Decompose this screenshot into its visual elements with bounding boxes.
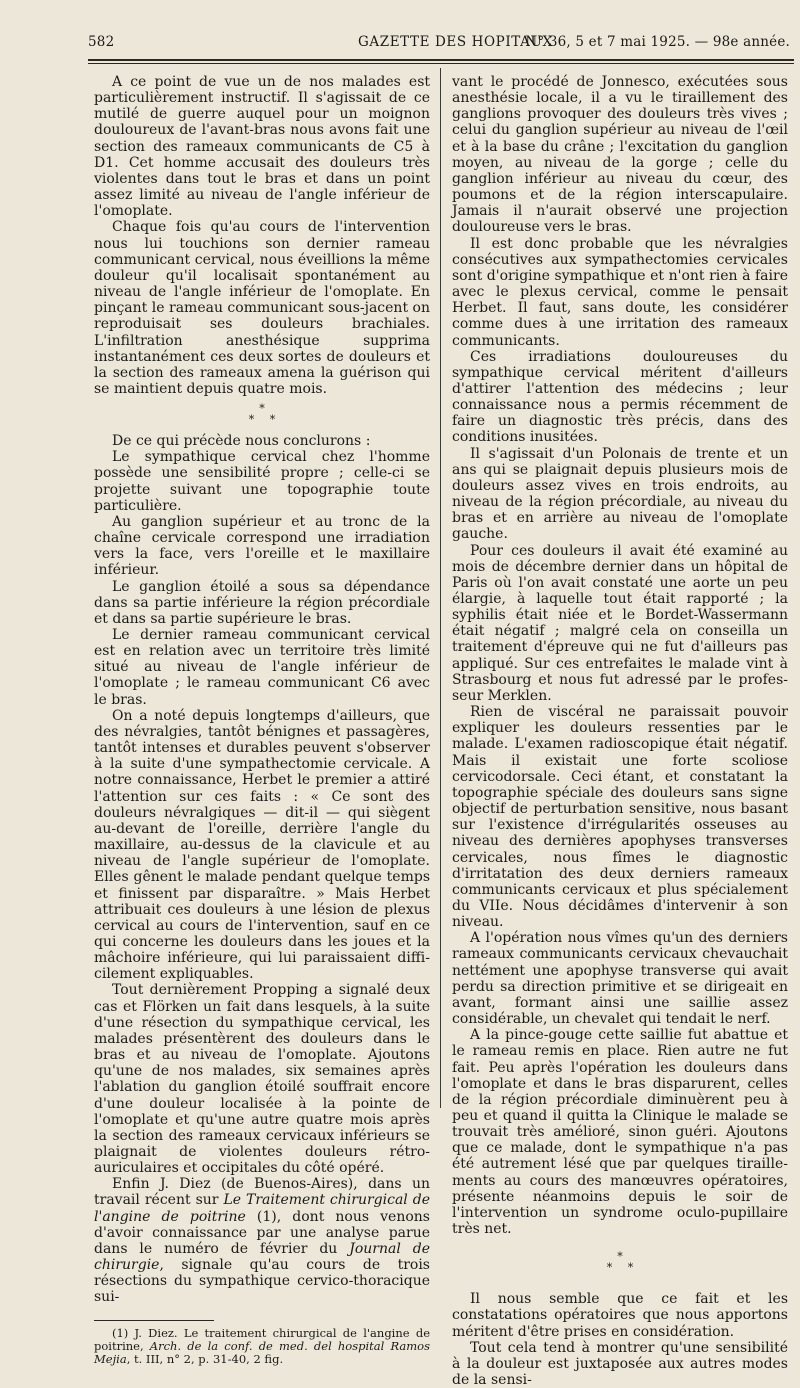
cited-journal: Journal de chirurgie <box>94 1240 431 1274</box>
paragraph: Il est donc probable que les névralgies consécutives aux sympathectomies cervicales sont d'origine sympathique et n'ont rien à faire avec le plexus cervical, comme le pensait Herbet. Il faut, sans doute, les considérer comme dues à une irritation des rameaux communicants. <box>452 235 788 349</box>
header-rule-top <box>88 59 794 61</box>
cited-title: Le Traitement chirurgical de l'angine de poitrine <box>94 1192 430 1225</box>
paragraph: Tout dernièrement Propping a signalé deux cas et Flörken un fait dans lesquels, à la suite d'une résection du sympathique cervical, les malades présentèrent des douleurs dans le bras et au niveau de l'omoplate. Ajoutons qu'une de nos malades, six semaines après l'ablation du ganglion étoilé souffrait encore d'une douleur localisée à la pointe de l'omoplate et qu'une autre quatre mois après la section des rameaux cervicaux inférieurs se plaignait de violentes douleurs rétro-auriculaires et occipitales du côté opéré. <box>94 982 430 1177</box>
section-separator <box>94 403 430 425</box>
header-rule-bottom <box>88 63 794 64</box>
paragraph: Chaque fois qu'au cours de l'intervention nous lui touchions son dernier rameau communicant cervical, nous éveillions la même douleur qu'il localisait spontanément au niveau de l'angle inférieur de l'omoplate. En pinçant le rameau communicant sous-jacent on reproduisait ses douleurs brachiales. L'infiltration anesthésique supprima instantanément ces deux sortes de douleurs et la section des rameaux amena la guérison qui se maintient depuis quatre mois. <box>94 219 430 397</box>
paragraph: A la pince-gouge cette saillie fut abattue et le rameau remis en place. Rien autre ne fut fait. Peu après l'opération les douleurs dans l'omoplate et dans le bras disparurent, celles de la région précordiale diminuèrent peu à peu et quand il quitta la Clinique le malade se trouvait très amélioré, sinon guéri. Ajoutons que ce malade, dont le sympathique n'a pas été autrement lésé que par quelques tiraillements au cours des manœuvres opératoires, présente néanmoins depuis le soir de l'intervention un syndrome oculo-pupillaire très net. <box>452 1027 788 1238</box>
page-number: 582 <box>88 34 115 50</box>
separator-star: * <box>259 402 265 416</box>
section-separator <box>452 1251 788 1273</box>
issue-info: N° 36, 5 et 7 mai 1925. — 98e année. <box>525 34 790 50</box>
column-divider <box>440 68 441 1108</box>
separator-stars: * * <box>248 413 282 427</box>
paragraph: A l'opération nous vîmes qu'un des derniers rameaux communicants cervicaux chevauchait nettément une apophyse transverse qui avait perdu sa direction primitive et se dirigeait en avant, formant ainsi une saillie assez considérable, un chevalet qui tendait le nerf. <box>452 930 788 1028</box>
separator-star: * <box>617 1250 623 1264</box>
paragraph: vant le procédé de Jonnesco, exécutées sous anesthésie locale, il a vu le tiraillement des ganglions provoquer des douleurs très vives ; celui du ganglion supérieur au niveau de l'œil et à la base du crâne ; l'excitation du ganglion moyen, au niveau de la gorge ; celle du ganglion inférieur au niveau du cœur, des poumons et de la région interscapulaire. Jamais il n'aurait observé une projection douloureuse vers le bras. <box>452 74 788 236</box>
right-column <box>452 74 788 1388</box>
paragraph: Pour ces douleurs il avait été examiné au mois de décembre dernier dans un hôpital de Paris où l'on avait constaté une aorte un peu élargie, à laquelle tout était rapporté ; la syphilis était niée et le Bordet-Wassermann était négatif ; malgré cela on conseilla un traitement d'épreuve qui ne fut d'ailleurs pas appliqué. Sur ces entrefaites le malade vint à Strasbourg et nous fut adressé par le professeur Merklen. <box>452 542 788 704</box>
left-column <box>94 74 430 1366</box>
page-header <box>88 34 794 58</box>
text-run: Enfin J. Diez (de Buenos-Aires), dans un travail récent sur <box>94 1176 430 1209</box>
paragraph: Au ganglion supérieur et au tronc de la chaîne cervicale correspond une irradiation vers la face, vers l'oreille et le maxillaire inférieur. <box>94 513 430 579</box>
text-run: (1) J. Diez. Le traitement chirurgical de l'angine de poitrine, <box>94 1325 430 1353</box>
paragraph: Rien de viscéral ne paraissait pouvoir expliquer les douleurs ressenties par le malade. L'examen radioscopique était négatif. Mais il existait une forte scoliose cervicodorsale. Ceci étant, et constatant la topographie spéciale des douleurs sans signe objectif de perturbation sensitive, nous basant sur l'existence d'irrégularités osseuses au niveau des dernières apophyses transverses cervicales, nous fîmes le diagnostic d'irritatation des deux derniers rameaux communicants cervicaux et plus spécialement du VIIe. Nous décidâmes d'intervenir à son niveau. <box>452 704 788 931</box>
paragraph: Le sympathique cervical chez l'homme possède une sensibilité propre ; celle-ci se projette suivant une topographie toute particulière. <box>94 449 430 514</box>
paragraph: A ce point de vue un de nos malades est particulièrement instructif. Il s'agissait de ce mutilé de guerre auquel pour un moignon douloureux de l'avant-bras nous avons fait une section des rameaux communicants de C5 à D1. Cet homme accusait des douleurs très violentes dans tout le bras et dans un point assez limité au niveau de l'angle inférieur de l'omoplate. <box>94 74 430 220</box>
text-run: , t. III, n° 2, p. 31-40, 2 fig. <box>126 1351 284 1366</box>
separator-stars: * * <box>606 1261 640 1275</box>
journal-title: GAZETTE DES HOPITAUX <box>358 34 553 50</box>
paragraph: On a noté depuis longtemps d'ailleurs, que des névralgies, tantôt bénignes et passagères, tantôt intenses et durables peuvent s'observer à la suite d'une sympathectomie cervicale. A notre connaissance, Herbet le premier a attiré l'attention sur ces faits : « Ce sont des douleurs névralgiques — dit-il — qui siègent au-devant de l'oreille, derrière l'angle du maxillaire, au-dessus de la clavicule et au niveau de l'angle supérieur de l'omoplate. Elles gênent le malade pendant quelque temps et finissent par disparaître. » Mais Herbet attribuait ces douleurs à une lésion de plexus cervical au cours de l'intervention, sauf en ce qui concerne les douleurs dans les joues et la mâchoire inférieure, qui lui paraissaient difficilement expliquables. <box>94 707 430 983</box>
text-run: (1), dont nous venons d'avoir connaissance par une analyse parue dans le numéro de février du <box>94 1208 430 1257</box>
paragraph: Il s'agissait d'un Polonais de trente et un ans qui se plaignait depuis plusieurs mois de douleurs assez vives en trois endroits, au niveau de la région précordiale, au niveau du bras et en arrière au niveau de l'omoplate gauche. <box>452 445 788 543</box>
paragraph: Le dernier rameau communicant cervical est en relation avec un territoire très limité situé au niveau de l'angle inférieur de l'omoplate ; le rameau communicant C6 avec le bras. <box>94 627 430 708</box>
footnote-rule <box>94 1320 214 1321</box>
paragraph: Tout cela tend à montrer qu'une sensibilité à la douleur est juxtaposée aux autres modes de la sensi- <box>452 1339 788 1388</box>
paragraph: Le ganglion étoilé a sous sa dépendance dans sa partie inférieure la région précordiale et dans sa partie supérieure le bras. <box>94 578 430 627</box>
paragraph: Ces irradiations douloureuses du sympathique cervical méritent d'ailleurs d'attirer l'attention des médecins ; leur connaissance nous a permis récemment de faire un diagnostic très précis, dans des conditions inusitées. <box>452 348 788 446</box>
footnote <box>94 1327 430 1366</box>
paragraph: Il nous semble que ce fait et les constatations opératoires que nous apportons méritent d'être prises en considération. <box>452 1291 788 1340</box>
paragraph: De ce qui précède nous conclurons : <box>112 433 371 450</box>
footnote-source: Arch. de la conf. de med. del hospital Ramos Mejia <box>94 1338 430 1366</box>
text-run: , signale qu'au cours de trois résections du sympathique cervico-thoracique sui- <box>94 1257 430 1306</box>
paragraph <box>94 1176 430 1305</box>
